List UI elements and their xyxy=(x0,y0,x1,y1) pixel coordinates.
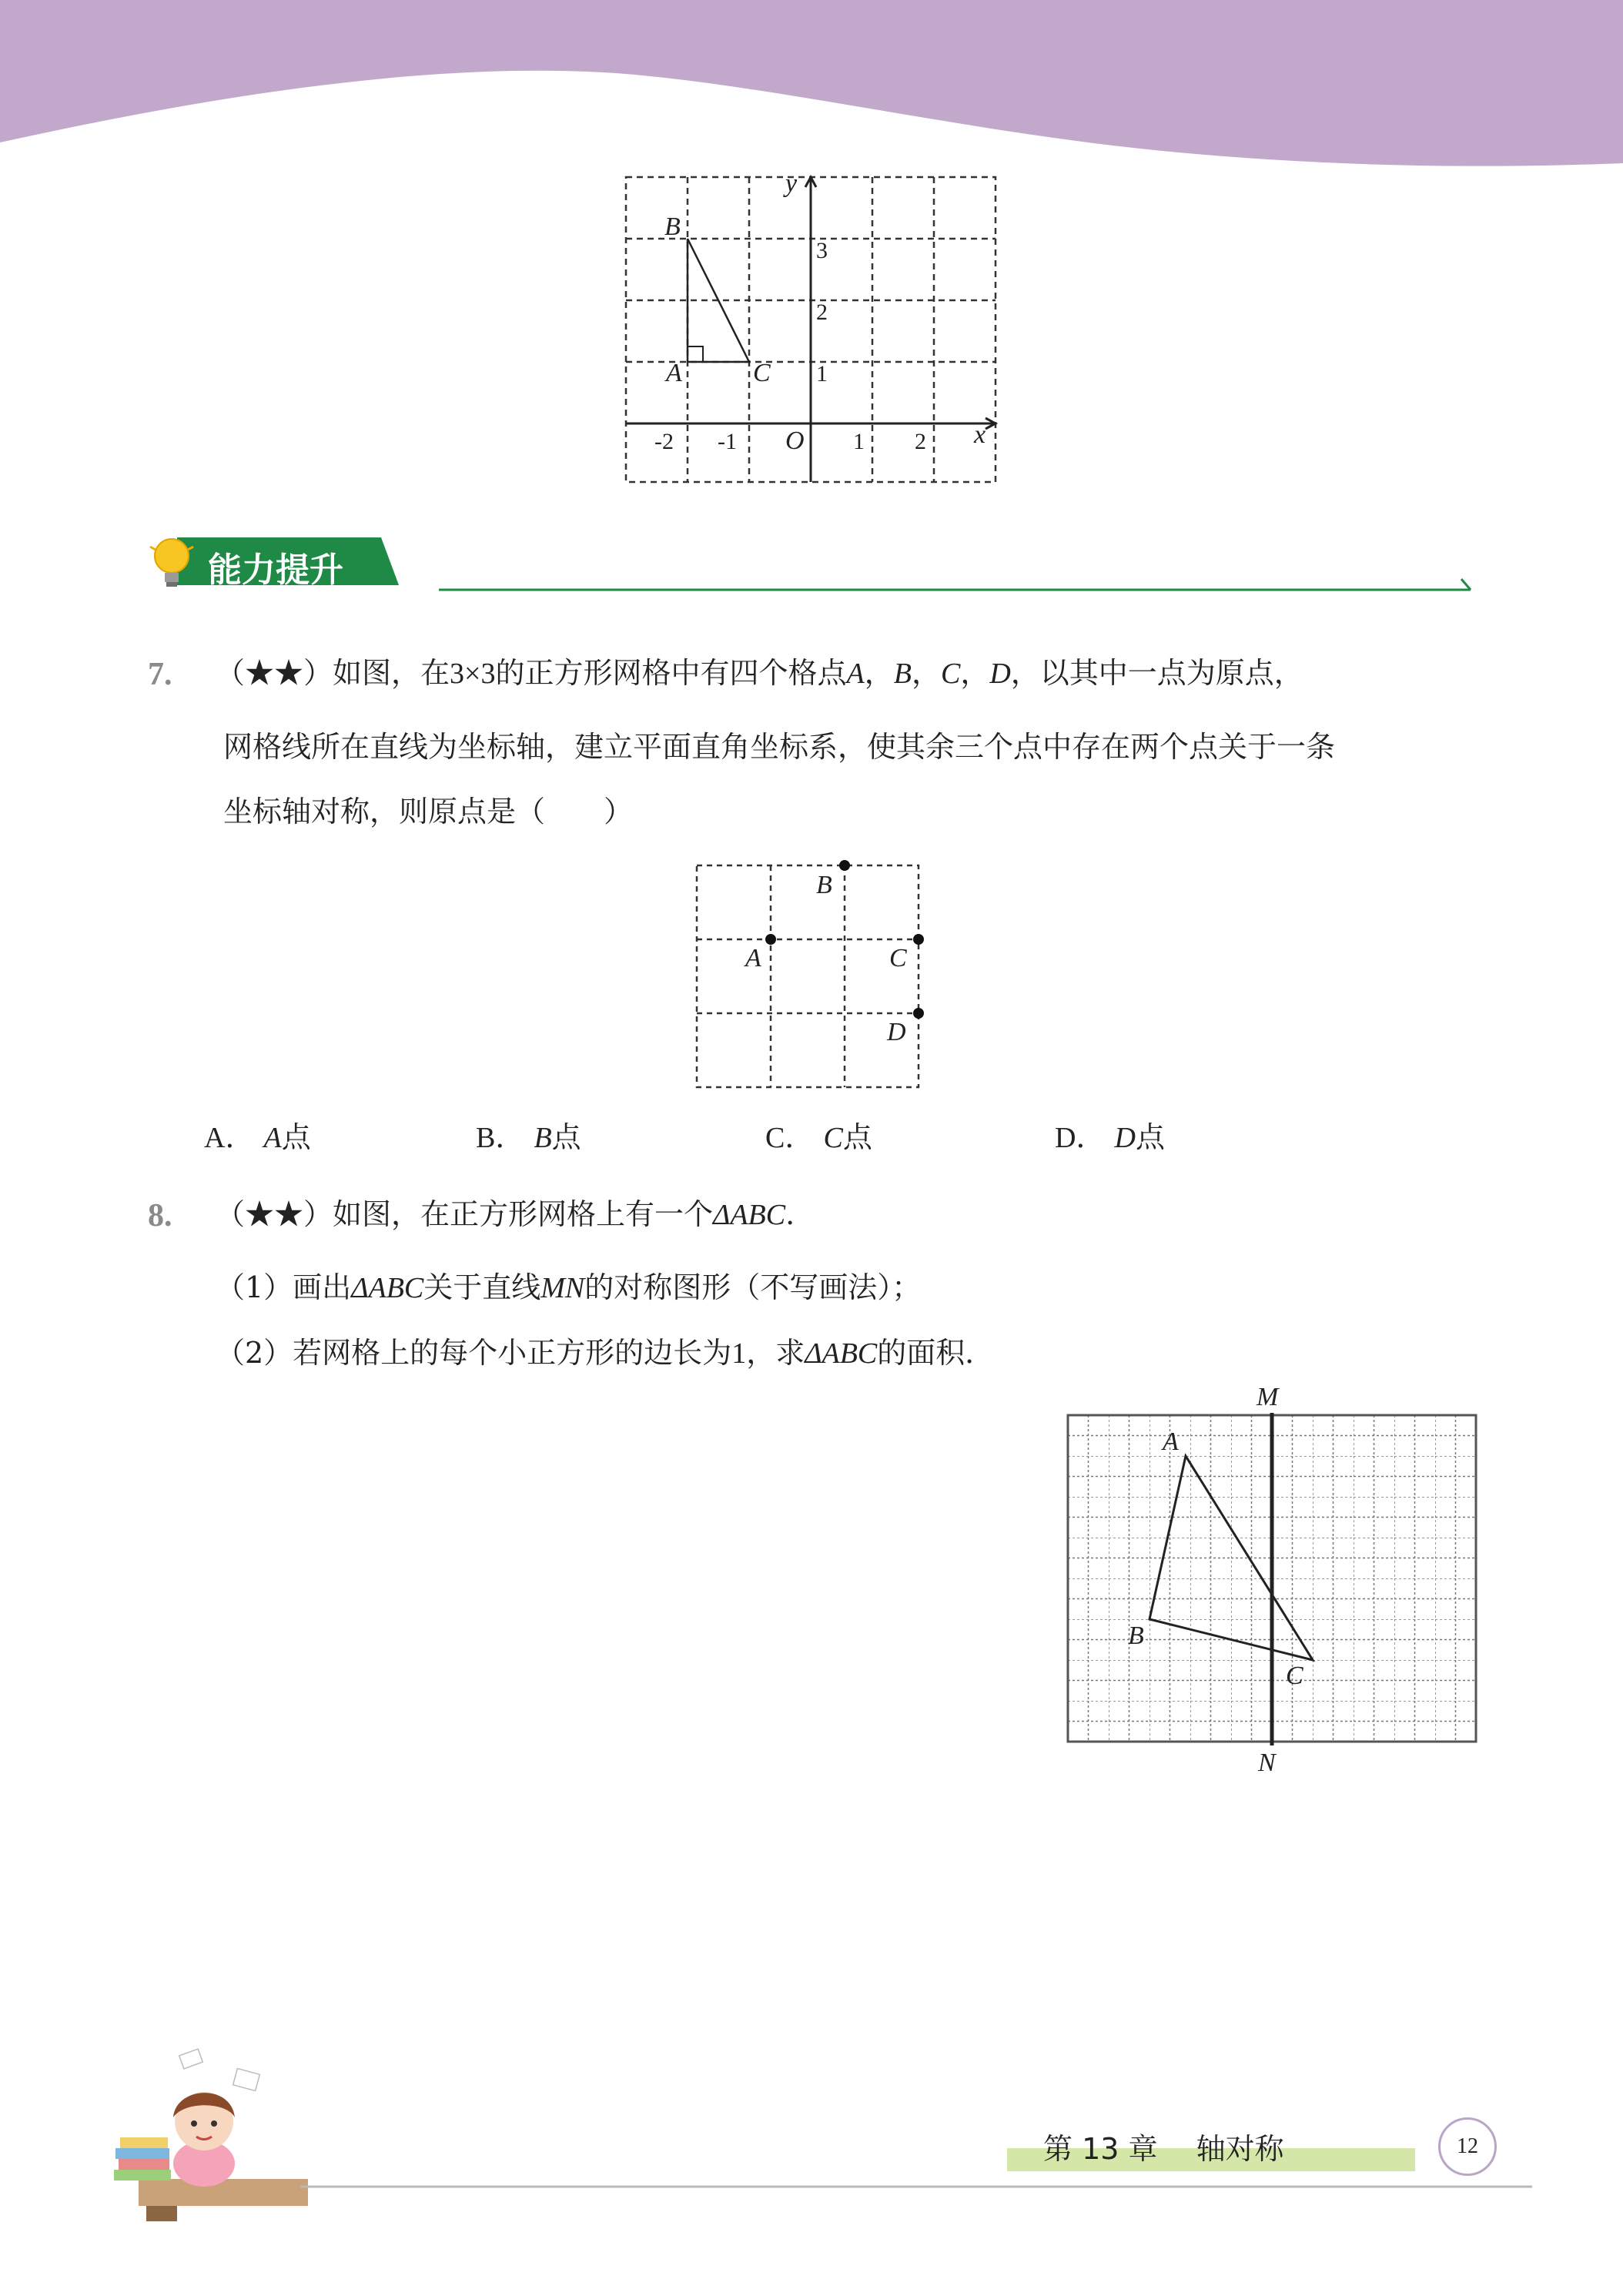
figure-triangle-mn xyxy=(1055,1382,1486,1782)
point-label-c: C xyxy=(889,944,907,972)
question-number-7: 7. xyxy=(148,657,172,692)
x-tick: 2 xyxy=(915,429,926,454)
x-tick: -2 xyxy=(654,429,674,454)
option-a[interactable]: A． A点 xyxy=(204,1120,311,1154)
section-title: 能力提升 xyxy=(208,551,343,590)
footer-rule xyxy=(300,2183,1532,2191)
y-axis-label: y xyxy=(785,173,798,198)
point-label-a: A xyxy=(1163,1427,1179,1456)
line-label-m: M xyxy=(1257,1383,1279,1411)
figure-grid-points xyxy=(693,858,932,1093)
y-tick: 2 xyxy=(816,300,828,325)
option-b[interactable]: B． B点 xyxy=(476,1120,581,1154)
lightbulb-icon xyxy=(148,533,196,591)
question-7-line-2: 网格线所在直线为坐标轴，建立平面直角坐标系，使其余三个点中存在两个点关于一条 xyxy=(223,730,1336,764)
page-number: 12 xyxy=(1457,2134,1478,2158)
option-c[interactable]: C． C点 xyxy=(765,1120,872,1154)
x-tick: -1 xyxy=(718,429,737,454)
figure-coordinate-triangle xyxy=(624,173,1001,489)
point-label-d: D xyxy=(887,1018,906,1046)
point-label-c: C xyxy=(1286,1662,1303,1690)
point-label-b: B xyxy=(1128,1622,1144,1650)
page-number-badge xyxy=(1438,2117,1497,2176)
y-tick: 1 xyxy=(816,361,828,387)
question-8-intro: （★★）如图，在正方形网格上有一个ΔABC. xyxy=(216,1197,795,1231)
option-d[interactable]: D． D点 xyxy=(1055,1120,1166,1154)
question-number-8: 8. xyxy=(148,1198,172,1233)
top-banner xyxy=(0,0,1623,169)
footer-chapter-title: 第 13 章 轴对称 xyxy=(1043,2132,1284,2166)
y-tick: 3 xyxy=(816,238,828,263)
x-tick: 1 xyxy=(853,429,865,454)
question-8-part-2: （2）若网格上的每个小正方形的边长为1，求ΔABC的面积． xyxy=(216,1336,995,1370)
x-axis-label: x xyxy=(974,420,986,449)
student-illustration xyxy=(108,2048,323,2225)
point-label-b: B xyxy=(816,871,832,899)
question-7-line-3: 坐标轴对称，则原点是（ ） xyxy=(223,795,634,828)
point-label-a: A xyxy=(745,944,761,972)
origin-label: O xyxy=(785,427,805,455)
question-8-part-1: （1）画出ΔABC关于直线MN的对称图形（不写画法）； xyxy=(216,1270,922,1304)
section-header-graphic xyxy=(146,531,1486,608)
point-label-a: A xyxy=(666,359,682,387)
line-label-n: N xyxy=(1258,1749,1276,1777)
point-label-b: B xyxy=(664,213,681,241)
point-label-c: C xyxy=(753,359,771,387)
question-7-line-1: （★★）如图，在3×3的正方形网格中有四个格点A，B，C，D，以其中一点为原点， xyxy=(216,656,1303,690)
